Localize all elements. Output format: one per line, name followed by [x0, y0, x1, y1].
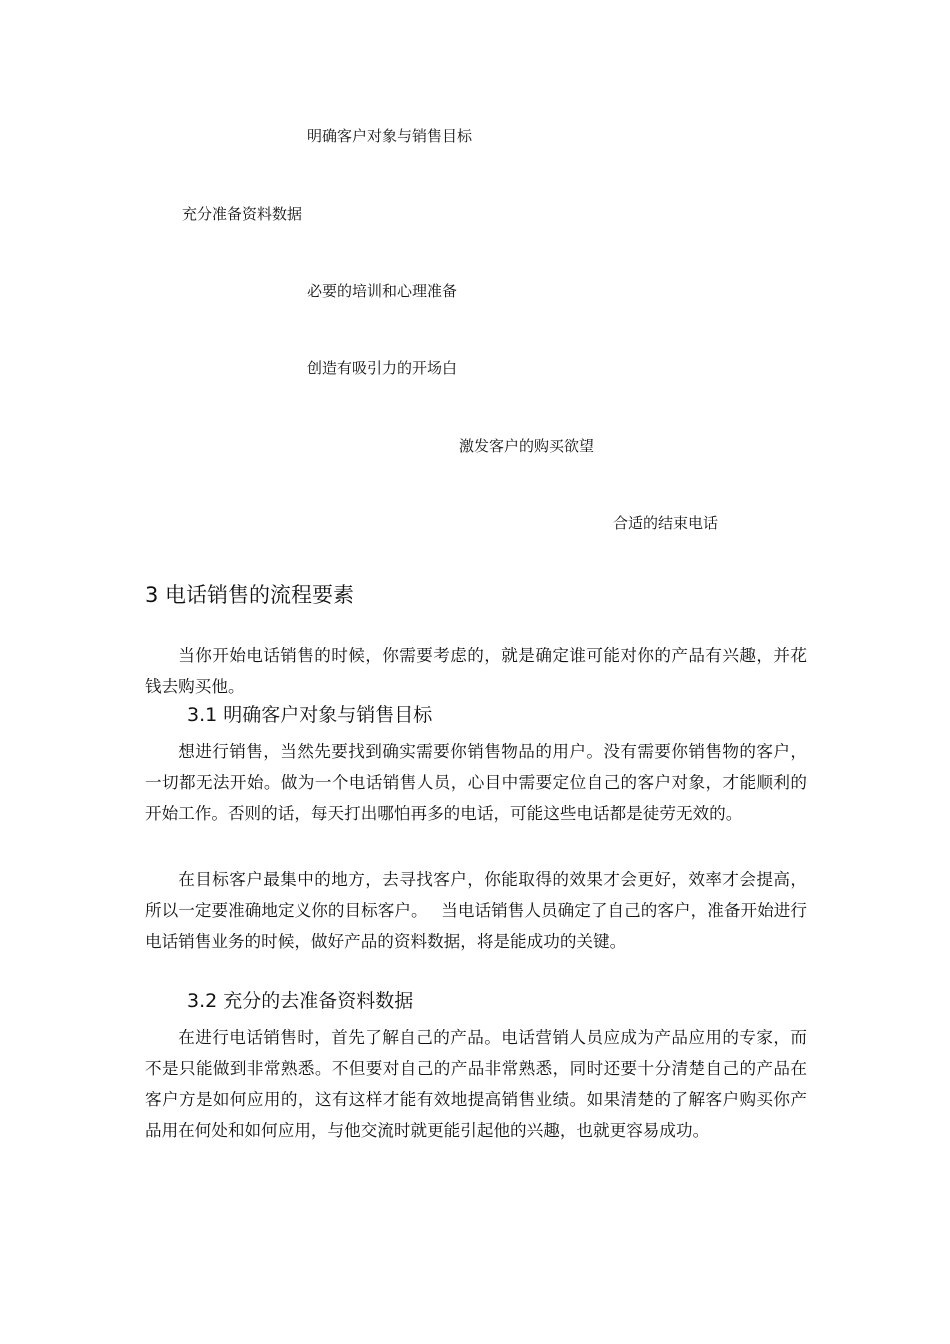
flow-step-label: 合适的结束电话: [613, 514, 719, 532]
body-paragraph: 当你开始电话销售的时候，你需要考虑的，就是确定谁可能对你的产品有兴趣，并花钱去购买他。: [145, 646, 807, 696]
flow-step-label: 创造有吸引力的开场白: [307, 359, 458, 377]
body-paragraph: 在进行电话销售时，首先了解自己的产品。电话营销人员应成为产品应用的专家，而不是只能做到非常熟悉。不但要对自己的产品非常熟悉，同时还要十分清楚自己的产品在客户方是如何应用的，这有这样才能有效地提高销售业绩。如果清楚的了解客户购买你产品用在何处和如何应用，与他交流时就更能引起他的兴趣，也就更容易成功。: [145, 1028, 807, 1140]
flow-step-label: 充分准备资料数据: [182, 205, 303, 223]
section-heading: 3 电话销售的流程要素: [145, 583, 355, 607]
subsection-heading: 3.2 充分的去准备资料数据: [187, 990, 414, 1012]
body-paragraph: 在目标客户最集中的地方，去寻找客户，你能取得的效果才会更好，效率才会提高，所以一定要准确地定义你的目标客户。 当电话销售人员确定了自己的客户，准备开始进行电话销售业务的时候，做好产品的资料数据，将是能成功的关键。: [145, 870, 807, 951]
flow-step-label: 必要的培训和心理准备: [307, 282, 458, 300]
subsection-heading: 3.1 明确客户对象与销售目标: [187, 704, 433, 726]
flow-step-label: 激发客户的购买欲望: [459, 437, 595, 455]
flow-step-label: 明确客户对象与销售目标: [307, 127, 473, 145]
body-paragraph: 想进行销售，当然先要找到确实需要你销售物品的用户。没有需要你销售物的客户，一切都无法开始。做为一个电话销售人员，心目中需要定位自己的客户对象，才能顺利的开始工作。否则的话，每天打出哪怕再多的电话，可能这些电话都是徒劳无效的。: [145, 742, 807, 823]
